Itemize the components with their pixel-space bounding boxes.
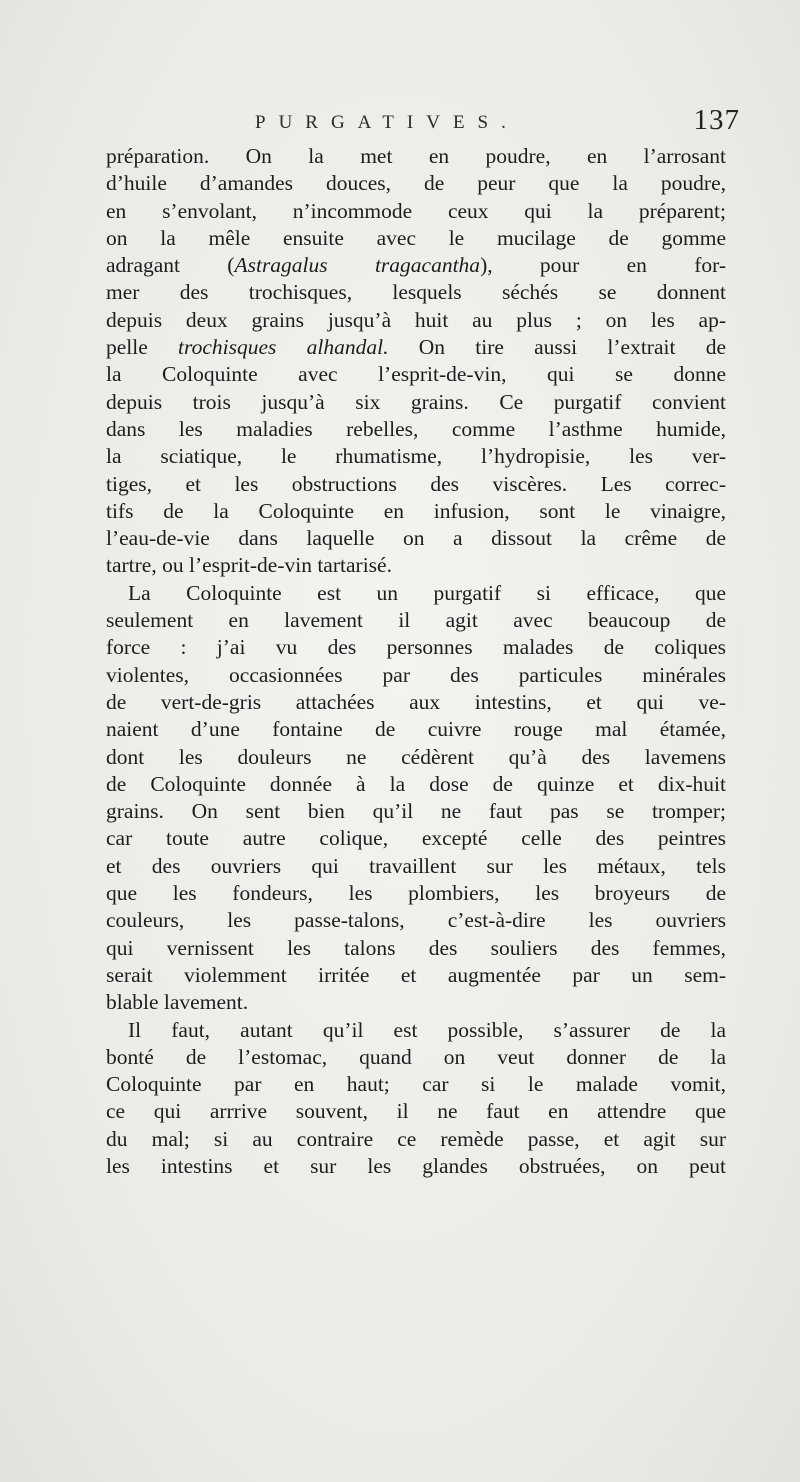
page-header bbox=[255, 104, 740, 144]
text-line bbox=[106, 907, 726, 934]
text-line bbox=[106, 962, 726, 989]
italic-text: trochisques alhandal. bbox=[178, 335, 389, 360]
italic-text: Astragalus tragacantha bbox=[234, 253, 481, 278]
text-line bbox=[106, 1098, 726, 1125]
text-segment: tiges, et les obstructions des viscères. Les correc- bbox=[106, 471, 726, 496]
text-line bbox=[106, 525, 726, 552]
text-segment: que les fondeurs, les plombiers, les broyeurs de bbox=[106, 881, 726, 906]
text-segment: seulement en lavement il agit avec beaucoup de bbox=[106, 608, 726, 633]
text-segment: On tire aussi l’extrait de bbox=[388, 335, 726, 360]
text-line bbox=[106, 634, 726, 661]
text-segment: mer des trochisques, lesquels séchés se donnent bbox=[106, 280, 726, 305]
text-segment: en s’envolant, n’incommode ceux qui la préparent; bbox=[106, 198, 726, 223]
text-line bbox=[106, 853, 726, 880]
text-line bbox=[106, 989, 726, 1016]
body-text bbox=[106, 143, 726, 1180]
text-line bbox=[106, 307, 726, 334]
text-line bbox=[106, 1044, 726, 1071]
text-line bbox=[106, 471, 726, 498]
text-segment: dont les douleurs ne cédèrent qu’à des lavemens bbox=[106, 744, 726, 769]
text-segment: d’huile d’amandes douces, de peur que la poudre, bbox=[106, 171, 726, 196]
text-segment: bonté de l’estomac, quand on veut donner de la bbox=[106, 1044, 726, 1069]
text-segment: Coloquinte par en haut; car si le malade vomit, bbox=[106, 1072, 726, 1097]
text-line bbox=[106, 771, 726, 798]
text-line bbox=[106, 361, 726, 388]
text-segment: préparation. On la met en poudre, en l’arrosant bbox=[106, 144, 726, 168]
text-segment: on la mêle ensuite avec le mucilage de gomme bbox=[106, 225, 726, 250]
text-segment: serait violemment irritée et augmentée par un sem- bbox=[106, 962, 726, 987]
text-line bbox=[106, 880, 726, 907]
text-segment: adragant ( bbox=[106, 253, 235, 278]
text-segment: tartre, ou l’esprit-de-vin tartarisé. bbox=[106, 553, 392, 578]
text-segment: Il faut, autant qu’il est possible, s’assurer de la bbox=[128, 1017, 726, 1042]
text-segment: la sciatique, le rhumatisme, l’hydropisie, les ver- bbox=[106, 444, 726, 469]
text-line bbox=[106, 252, 726, 279]
text-segment: couleurs, les passe-talons, c’est-à-dire les ouvriers bbox=[106, 908, 726, 933]
text-segment: du mal; si au contraire ce remède passe, et agit sur bbox=[106, 1126, 726, 1151]
text-segment: tifs de la Coloquinte en infusion, sont le vinaigre, bbox=[106, 498, 726, 523]
text-line bbox=[106, 798, 726, 825]
page-number: 137 bbox=[693, 104, 740, 136]
text-line bbox=[106, 334, 726, 361]
text-line bbox=[106, 1153, 726, 1180]
text-line bbox=[106, 1071, 726, 1098]
text-segment: ), pour en for- bbox=[480, 253, 726, 278]
text-segment: La Coloquinte est un purgatif si efficace, que bbox=[128, 580, 726, 605]
text-line bbox=[106, 716, 726, 743]
text-segment: violentes, occasionnées par des particules minérales bbox=[106, 662, 726, 687]
text-line bbox=[106, 607, 726, 634]
text-line bbox=[106, 689, 726, 716]
text-line bbox=[106, 389, 726, 416]
text-segment: depuis deux grains jusqu’à huit au plus ; on les ap- bbox=[106, 307, 726, 332]
text-line bbox=[106, 416, 726, 443]
text-segment: depuis trois jusqu’à six grains. Ce purgatif convient bbox=[106, 389, 726, 414]
text-line bbox=[106, 279, 726, 306]
text-line bbox=[106, 1126, 726, 1153]
text-segment: dans les maladies rebelles, comme l’asthme humide, bbox=[106, 416, 726, 441]
text-segment: pelle bbox=[106, 335, 179, 360]
text-segment: les intestins et sur les glandes obstruées, on peut bbox=[106, 1153, 726, 1178]
text-line bbox=[106, 1017, 726, 1044]
text-line bbox=[106, 744, 726, 771]
text-line bbox=[106, 143, 726, 170]
text-segment: naient d’une fontaine de cuivre rouge mal étamée, bbox=[106, 717, 726, 742]
text-line bbox=[106, 935, 726, 962]
text-line bbox=[106, 552, 726, 579]
text-segment: force : j’ai vu des personnes malades de coliques bbox=[106, 635, 726, 660]
text-segment: grains. On sent bien qu’il ne faut pas se tromper; bbox=[106, 799, 726, 824]
text-line bbox=[106, 825, 726, 852]
text-segment: l’eau-de-vie dans laquelle on a dissout la crême de bbox=[106, 526, 726, 551]
text-segment: la Coloquinte avec l’esprit-de-vin, qui se donne bbox=[106, 362, 726, 387]
text-segment: et des ouvriers qui travaillent sur les métaux, tels bbox=[106, 853, 726, 878]
text-line bbox=[106, 170, 726, 197]
text-segment: qui vernissent les talons des souliers des femmes, bbox=[106, 935, 726, 960]
running-head: PURGATIVES. bbox=[255, 112, 519, 133]
text-line bbox=[106, 198, 726, 225]
text-segment: blable lavement. bbox=[106, 990, 249, 1015]
text-segment: ce qui arrrive souvent, il ne faut en attendre que bbox=[106, 1099, 726, 1124]
text-segment: de Coloquinte donnée à la dose de quinze et dix-huit bbox=[106, 771, 726, 796]
text-segment: de vert-de-gris attachées aux intestins, et qui ve- bbox=[106, 689, 726, 714]
text-segment: car toute autre colique, excepté celle des peintres bbox=[106, 826, 726, 851]
text-line bbox=[106, 580, 726, 607]
text-line bbox=[106, 498, 726, 525]
text-line bbox=[106, 443, 726, 470]
text-line bbox=[106, 225, 726, 252]
text-line bbox=[106, 662, 726, 689]
